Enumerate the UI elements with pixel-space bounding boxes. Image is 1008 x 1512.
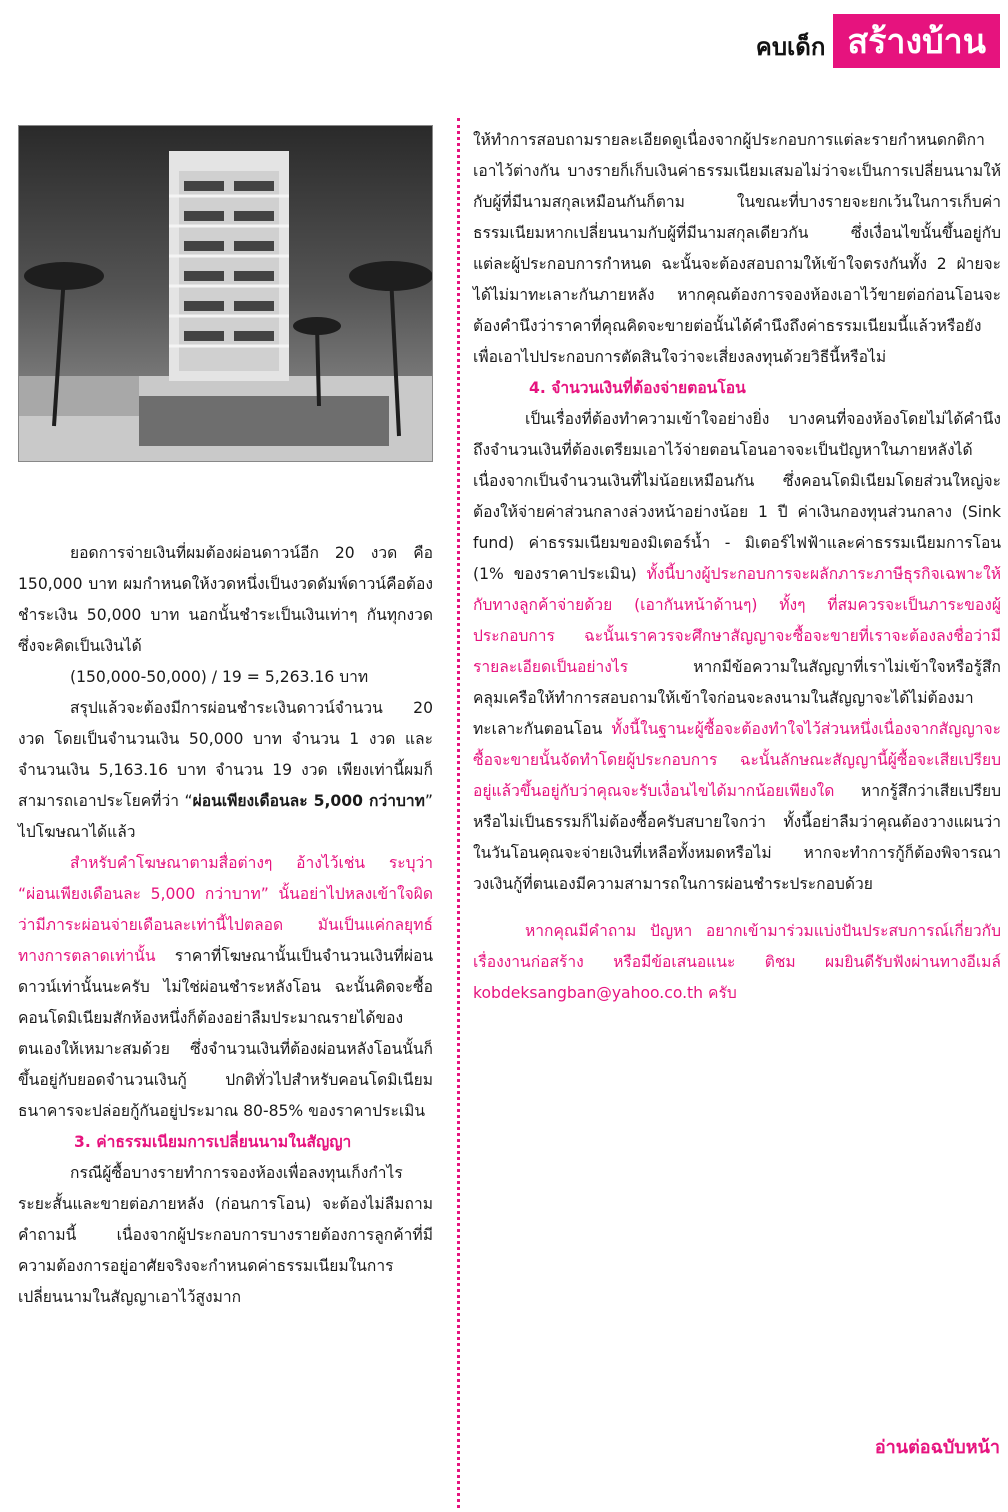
section-heading-3: 3. ค่าธรรมเนียมการเปลี่ยนนามในสัญญา xyxy=(74,1133,352,1151)
contact-paragraph: หากคุณมีคำถาม ปัญหา อยากเข้ามาร่วมแบ่งปันประสบการณ์เกี่ยวกับเรื่องงานก่อสร้าง หรือมีข้อเสนอแนะ ติชม ผมยินดีรับฟังผ่านทางอีเมล์ kobdeksangban@yahoo.co.th ครับ xyxy=(473,922,1001,1002)
paragraph: กรณีผู้ซื้อบางรายทำการจองห้องเพื่อลงทุนเก็งกำไรระยะสั้นและขายต่อภายหลัง (ก่อนการโอน) จะต้องไม่ลืมถามคำถามนี้ เนื่องจากผู้ประกอบการบางรายต้องการลูกค้าที่มีความต้องการอยู่อาศัยจริงจะกำหนดค่าธรรมเนียมในการเปลี่ยนนามในสัญญาเอาไว้สูงมาก xyxy=(18,1164,433,1306)
column-divider xyxy=(457,118,460,1508)
highlight-text: สำหรับคำโฆษณาตามสื่อต่างๆ อ้างไว้เช่น ระบุว่า “ผ่อนเพียงเดือนละ 5,000 กว่าบาท” นั้นอย่าไปหลงเข้าใจผิดว่ามีภาระผ่อนจ่ายเดือนละเท่านี้ไปตลอด มันเป็นแค่กลยุทธ์ทางการตลาดเท่านั้น xyxy=(18,854,433,965)
section-heading-4: 4. จำนวนเงินที่ต้องจ่ายตอนโอน xyxy=(529,379,746,397)
continue-label: อ่านต่อฉบับหน้า xyxy=(874,1437,1000,1458)
condominium-photo xyxy=(18,125,433,462)
right-column xyxy=(473,125,1001,1009)
paragraph: ยอดการจ่ายเงินที่ผมต้องผ่อนดาวน์อีก 20 งวด คือ 150,000 บาท ผมกำหนดให้งวดหนึ่งเป็นงวดดัมพ์ดาวน์คือต้องชำระเงิน 50,000 บาท นอกนั้นชำระเป็นเงินเท่าๆ กันทุกงวด ซึ่งจะคิดเป็นเงินได้ xyxy=(18,544,433,655)
highlight-text: ทั้งนี้บางผู้ประกอบการจะผลักภาระภาษีธุรกิจเฉพาะให้กับทางลูกค้าจ่ายด้วย (เอากันหน้าด้านๆ) ทั้งๆ ที่สมควรจะเป็นภาระของผู้ประกอบการ ฉะนั้นเราควรจะศึกษาสัญญาจะซื้อจะขายที่เราจะต้องลงชื่อว่ามีรายละเอียดเป็นอย่างไร xyxy=(473,565,1001,676)
paragraph: สำหรับคำโฆษณาตามสื่อต่างๆ อ้างไว้เช่น ระบุว่า “ผ่อนเพียงเดือนละ 5,000 กว่าบาท” นั้นอย่าไปหลงเข้าใจผิดว่ามีภาระผ่อนจ่ายเดือนละเท่านี้ไปตลอด มันเป็นแค่กลยุทธ์ทางการตลาดเท่านั้น ราคาที่โฆษณานั้นเป็นจำนวนเงินที่ผ่อนดาวน์เท่านั้นนะครับ ไม่ใช่ผ่อนชำระหลังโอน ฉะนั้นคิดจะซื้อคอนโดมิเนียมสักห้องหนึ่งก็ต้องอย่าลืมประมาณรายได้ของตนเองให้เหมาะสมด้วย ซึ่งจำนวนเงินที่ต้องผ่อนหลังโอนนั้นก็ขึ้นอยู่กับยอดจำนวนเงินกู้ ปกติทั่วไปสำหรับคอนโดมิเนียมธนาคารจะปล่อยกู้กันอยู่ประมาณ 80-85% ของราคาประเมิน xyxy=(18,854,433,1120)
left-column xyxy=(18,538,433,1313)
quote-emphasis: ผ่อนเพียงเดือนละ 5,000 กว่าบาท xyxy=(192,792,425,810)
paragraph: เป็นเรื่องที่ต้องทำความเข้าใจอย่างยิ่ง บางคนที่จองห้องโดยไม่ได้คำนึงถึงจำนวนเงินที่ต้องเตรียมเอาไว้จ่ายตอนโอนอาจจะเป็นปัญหาในภายหลังได้ เนื่องจากเป็นจำนวนเงินที่ไม่น้อยเหมือนกัน ซึ่งคอนโดมิเนียมโดยส่วนใหญ่จะต้องให้จ่ายค่าส่วนกลางล่วงหน้าอย่างน้อย 1 ปี ค่าเงินกองทุนส่วนกลาง (Sink fund) ค่าธรรมเนียมของมิเตอร์น้ำ - มิเตอร์ไฟฟ้าและค่าธรรมเนียมการโอน (1% ของราคาประเมิน) ทั้งนี้บางผู้ประกอบการจะผลักภาระภาษีธุรกิจเฉพาะให้กับทางลูกค้าจ่ายด้วย (เอากันหน้าด้านๆ) ทั้งๆ ที่สมควรจะเป็นภาระของผู้ประกอบการ ฉะนั้นเราควรจะศึกษาสัญญาจะซื้อจะขายที่เราจะต้องลงชื่อว่ามีรายละเอียดเป็นอย่างไร หากมีข้อความในสัญญาที่เราไม่เข้าใจหรือรู้สึกคลุมเครือให้ทำการสอบถามให้เข้าใจก่อนจะลงนามในสัญญาจะได้ไม่ต้องมาทะเลาะกันตอนโอน ทั้งนี้ในฐานะผู้ซื้อจะต้องทำใจไว้ส่วนหนึ่งเนื่องจากสัญญาจะซื้อจะขายนั้นจัดทำโดยผู้ประกอบการ ฉะนั้นลักษณะสัญญานี้ผู้ซื้อจะเสียเปรียบอยู่แล้วขึ้นอยู่กับว่าคุณจะรับเงื่อนไขได้มากน้อยเพียงใด หากรู้สึกว่าเสียเปรียบหรือไม่เป็นธรรมก็ไม่ต้องซื้อครับสบายใจกว่า ทั้งนี้อย่าลืมว่าคุณต้องวางแผนว่าในวันโอนคุณจะจ่ายเงินที่เหลือทั้งหมดหรือไม่ หากจะทำการกู้ก็ต้องพิจารณาวงเงินกู้ที่ตนเองมีความสามารถในการผ่อนชำระประกอบด้วย xyxy=(473,410,1001,893)
section-title: สร้างบ้าน xyxy=(833,14,1000,68)
page-header xyxy=(756,10,1000,72)
paragraph: ให้ทำการสอบถามรายละเอียดดูเนื่องจากผู้ประกอบการแต่ละรายกำหนดกติกาเอาไว้ต่างกัน บางรายก็เก็บเงินค่าธรรมเนียมเสมอไม่ว่าจะเป็นการเปลี่ยนนามให้กับผู้ที่มีนามสกุลเหมือนกันก็ตาม ในขณะที่บางรายจะยกเว้นในการเก็บค่าธรรมเนียมหากเปลี่ยนนามกับผู้ที่มีนามสกุลเดียวกัน ซึ่งเงื่อนไขนั้นขึ้นอยู่กับแต่ละผู้ประกอบการกำหนด ฉะนั้นจะต้องสอบถามให้เข้าใจตรงกันทั้ง 2 ฝ่ายจะได้ไม่มาทะเลาะกันภายหลัง หากคุณต้องการจองห้องเอาไว้ขายต่อก่อนโอนจะต้องคำนึงว่าราคาที่คุณคิดจะขายต่อนั้นได้คำนึงถึงค่าธรรมเนียมนี้แล้วหรือยัง เพื่อเอาไปประกอบการตัดสินใจว่าจะเสี่ยงลงทุนด้วยวิธีนี้หรือไม่ xyxy=(473,131,1001,366)
calculation: (150,000-50,000) / 19 = 5,263.16 บาท xyxy=(70,668,369,686)
paragraph: สรุปแล้วจะต้องมีการผ่อนชำระเงินดาวน์จำนวน 20 งวด โดยเป็นจำนวนเงิน 50,000 บาท จำนวน 1 งวด และ จำนวนเงิน 5,163.16 บาท จำนวน 19 งวด เพียงเท่านี้ผมก็สามารถเอาประโยคที่ว่า “ผ่อนเพียงเดือนละ 5,000 กว่าบาท” ไปโฆษณาได้แล้ว xyxy=(18,699,434,841)
column-subtitle: คบเด็ก xyxy=(755,32,826,61)
highlight-text: ทั้งนี้ในฐานะผู้ซื้อจะต้องทำใจไว้ส่วนหนึ่งเนื่องจากสัญญาจะซื้อจะขายนั้นจัดทำโดยผู้ประกอบการ ฉะนั้นลักษณะสัญญานี้ผู้ซื้อจะเสียเปรียบอยู่แล้วขึ้นอยู่กับว่าคุณจะรับเงื่อนไขได้มากน้อยเพียงใด xyxy=(473,720,1001,800)
